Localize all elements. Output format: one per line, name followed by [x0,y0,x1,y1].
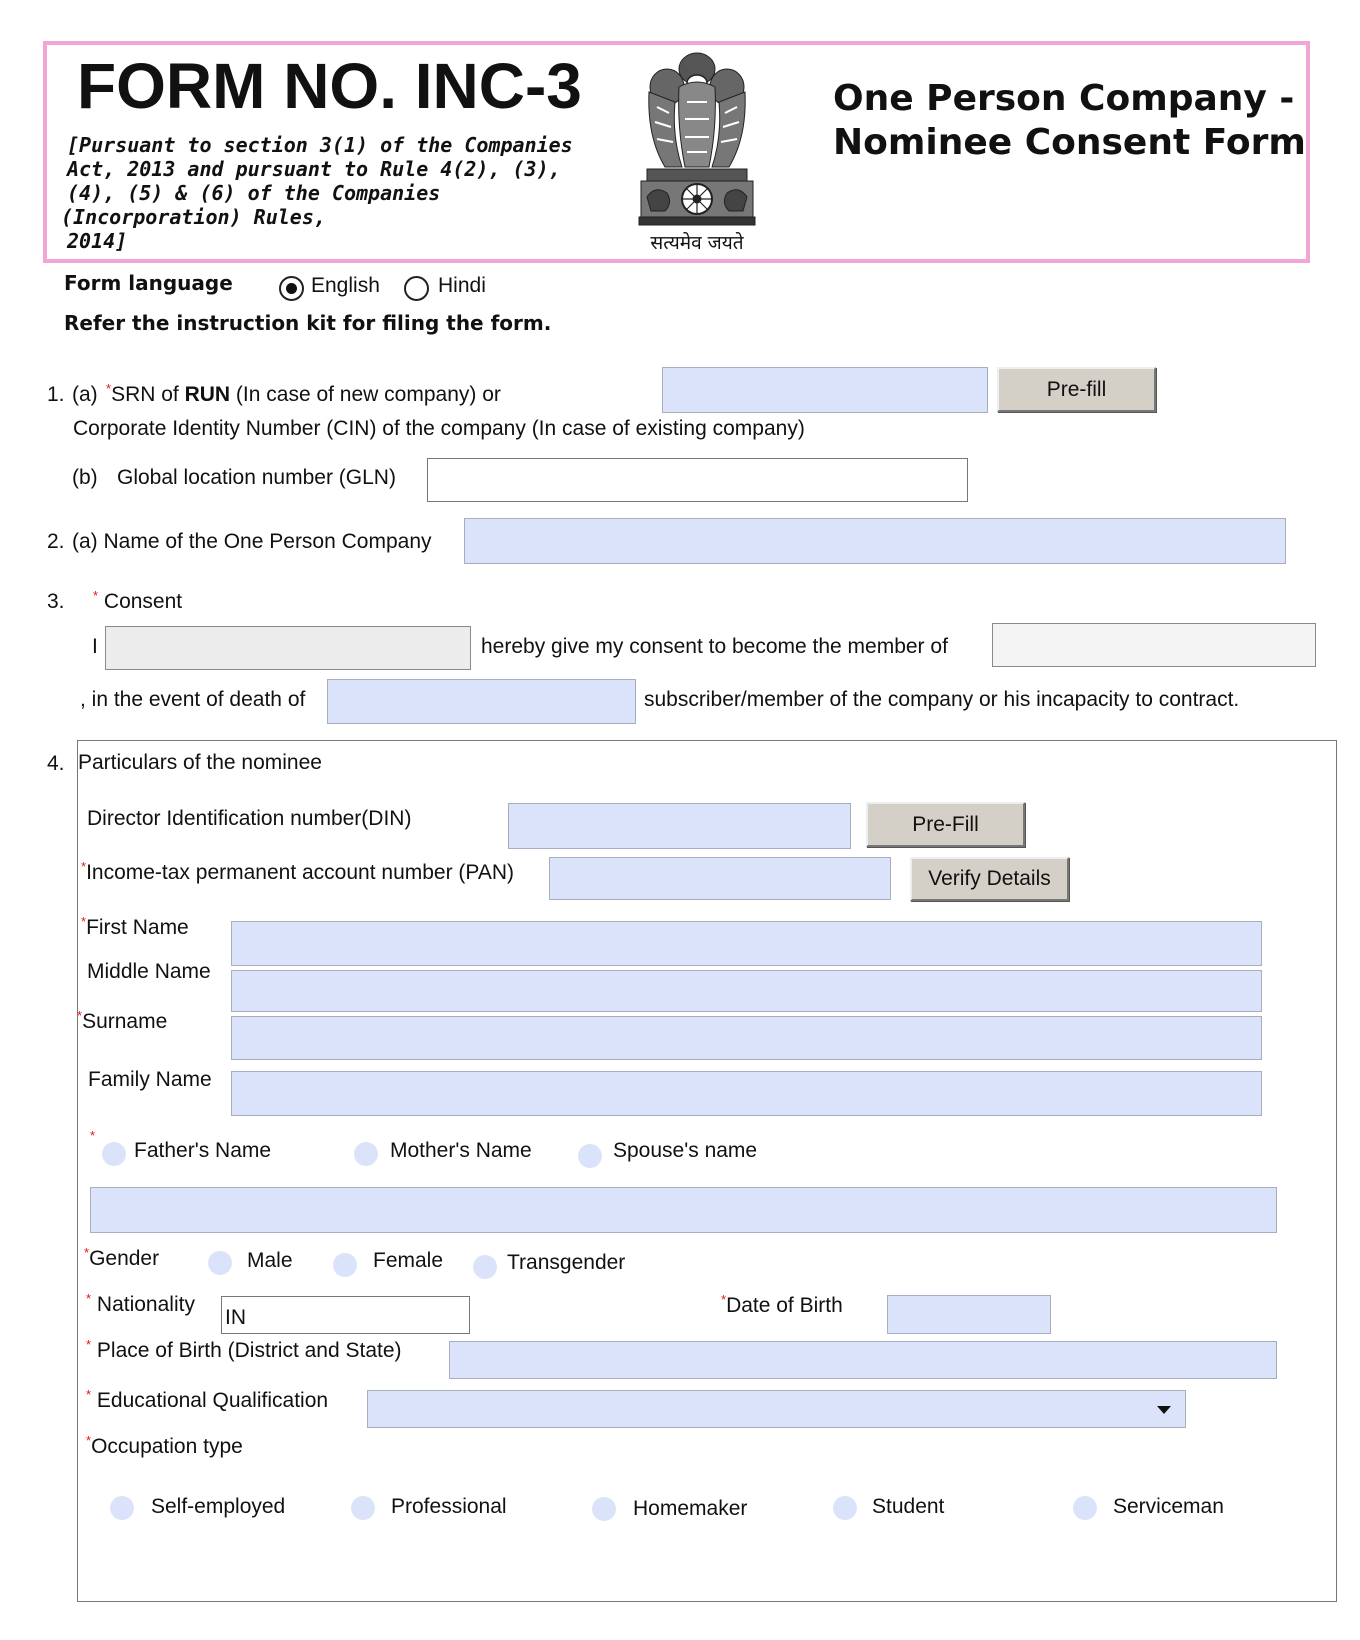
form-language-label: Form language [64,271,233,295]
first-name-label-text: First Name [86,916,189,939]
place-of-birth-label [86,1339,402,1363]
spouses-name-label: Spouse's name [613,1139,758,1162]
company-name-field [992,623,1316,667]
place-of-birth-input[interactable] [449,1341,1277,1379]
required-mark: * [86,1387,92,1402]
form-title [833,77,1306,165]
middle-name-label: Middle Name [87,960,211,983]
language-english-radio[interactable] [279,276,304,301]
q3-number: 3. [47,590,65,613]
language-hindi-label: Hindi [438,274,486,297]
gln-label: Global location number (GLN) [117,466,396,489]
dob-label-text: Date of Birth [726,1294,843,1317]
pursuant-text [61,133,587,253]
surname-label [77,1010,167,1034]
gender-male-label: Male [247,1249,293,1272]
education-label [86,1389,328,1413]
consent-text-mid: hereby give my consent to become the member of [481,635,948,658]
consent-i-label: I [92,635,98,658]
q1b-prefix: (b) [72,466,98,489]
din-input[interactable] [508,803,851,849]
required-mark: * [86,1291,92,1306]
surname-input[interactable] [231,1016,1262,1060]
gender-label [84,1247,159,1271]
family-name-input[interactable] [231,1071,1262,1116]
pan-input[interactable] [549,857,891,900]
din-prefill-button[interactable]: Pre-Fill [866,802,1025,847]
occupation-self-employed-radio[interactable] [110,1496,134,1520]
instruction-text: Refer the instruction kit for filing the form. [64,311,552,335]
gender-female-label: Female [373,1249,444,1272]
required-mark: * [86,1433,92,1448]
gender-transgender-radio[interactable] [473,1255,497,1279]
nationality-input[interactable] [221,1296,470,1334]
q4-number: 4. [47,752,65,775]
q1a-label [106,383,501,407]
srn-cin-input[interactable] [662,367,988,413]
subscriber-name-input[interactable] [327,679,636,724]
consent-label [93,590,182,614]
occupation-label-text: Occupation type [91,1435,243,1458]
place-of-birth-label-text: Place of Birth (District and State) [96,1339,402,1362]
occupation-homemaker-radio[interactable] [592,1497,616,1521]
occupation-student-label: Student [872,1495,945,1518]
required-mark: * [81,859,87,874]
nationality-label-text: Nationality [96,1293,195,1316]
q1a-text-bold: RUN [184,383,231,406]
pursuant-line: (Incorporation) Rules, [61,205,326,229]
dob-label [721,1294,843,1318]
gender-transgender-label: Transgender [507,1251,626,1274]
required-mark: * [93,588,99,603]
opc-name-label: (a) Name of the One Person Company [72,530,432,553]
pursuant-line: Act, 2013 and pursuant to Rule 4(2), (3), [67,157,561,181]
form-title-line: Nominee Consent Form [833,122,1306,163]
consent-text-death: , in the event of death of [80,688,306,711]
fathers-name-label: Father's Name [134,1139,272,1162]
occupation-serviceman-label: Serviceman [1113,1495,1224,1518]
dob-input[interactable] [887,1295,1051,1334]
consent-text-end: subscriber/member of the company or his incapacity to contract. [644,688,1240,711]
din-label: Director Identification number(DIN) [87,807,412,830]
fathers-name-radio[interactable] [102,1142,126,1166]
first-name-input[interactable] [231,921,1262,966]
occupation-label [86,1435,243,1459]
pursuant-line: 2014] [67,229,128,253]
nominee-name-field [105,626,471,670]
language-hindi-radio[interactable] [404,276,429,301]
first-name-label [81,916,189,940]
required-mark: * [90,1128,96,1143]
q2-number: 2. [47,530,65,553]
mothers-name-radio[interactable] [354,1142,378,1166]
occupation-student-radio[interactable] [833,1496,857,1520]
occupation-professional-radio[interactable] [351,1496,375,1520]
q1a-text-post: (In case of new company) or [230,383,501,406]
family-name-label: Family Name [88,1068,212,1091]
opc-name-input[interactable] [464,518,1286,564]
required-mark: * [77,1008,83,1023]
gender-female-radio[interactable] [333,1253,357,1277]
relation-name-input[interactable] [90,1187,1277,1233]
spouses-name-radio[interactable] [578,1144,602,1168]
middle-name-input[interactable] [231,970,1262,1012]
chevron-down-icon [1157,1406,1171,1414]
nationality-label [86,1293,195,1317]
required-mark: * [86,1337,92,1352]
language-english-label: English [311,274,380,297]
pursuant-line: (4), (5) & (6) of the Companies [67,181,441,205]
pursuant-line: [Pursuant to section 3(1) of the Companies [67,133,573,157]
pan-label-text: Income-tax permanent account number (PAN) [86,861,515,884]
nominee-section-title: Particulars of the nominee [78,751,322,774]
gender-label-text: Gender [89,1247,160,1270]
form-number: FORM NO. INC-3 [77,50,582,122]
nominee-particulars-section [77,740,1337,1602]
relation-required-mark [90,1130,95,1148]
education-select[interactable] [367,1390,1186,1428]
gln-input[interactable] [427,458,968,502]
surname-label-text: Surname [82,1010,168,1033]
education-label-text: Educational Qualification [96,1389,329,1412]
q1a-text-pre: SRN of [111,383,185,406]
occupation-self-employed-label: Self-employed [151,1495,286,1518]
national-emblem-icon [627,47,767,257]
form-title-line: One Person Company - [833,78,1295,119]
emblem-motto: सत्यमेव जयते [650,232,744,254]
q1-number: 1. [47,383,65,406]
verify-details-button[interactable]: Verify Details [910,857,1069,901]
required-mark: * [81,914,87,929]
q1-prefill-button[interactable]: Pre-fill [997,367,1156,412]
mothers-name-label: Mother's Name [390,1139,532,1162]
occupation-homemaker-label: Homemaker [633,1497,748,1520]
q1a-line2: Corporate Identity Number (CIN) of the company (In case of existing company) [73,417,805,440]
occupation-professional-label: Professional [391,1495,507,1518]
pan-label [81,861,514,885]
q1a-prefix: (a) [72,383,98,406]
consent-label-text: Consent [103,590,183,613]
occupation-serviceman-radio[interactable] [1073,1496,1097,1520]
gender-male-radio[interactable] [208,1251,232,1275]
form-header [43,41,1310,263]
required-mark: * [84,1245,90,1260]
required-mark: * [106,381,112,396]
required-mark: * [721,1292,727,1307]
